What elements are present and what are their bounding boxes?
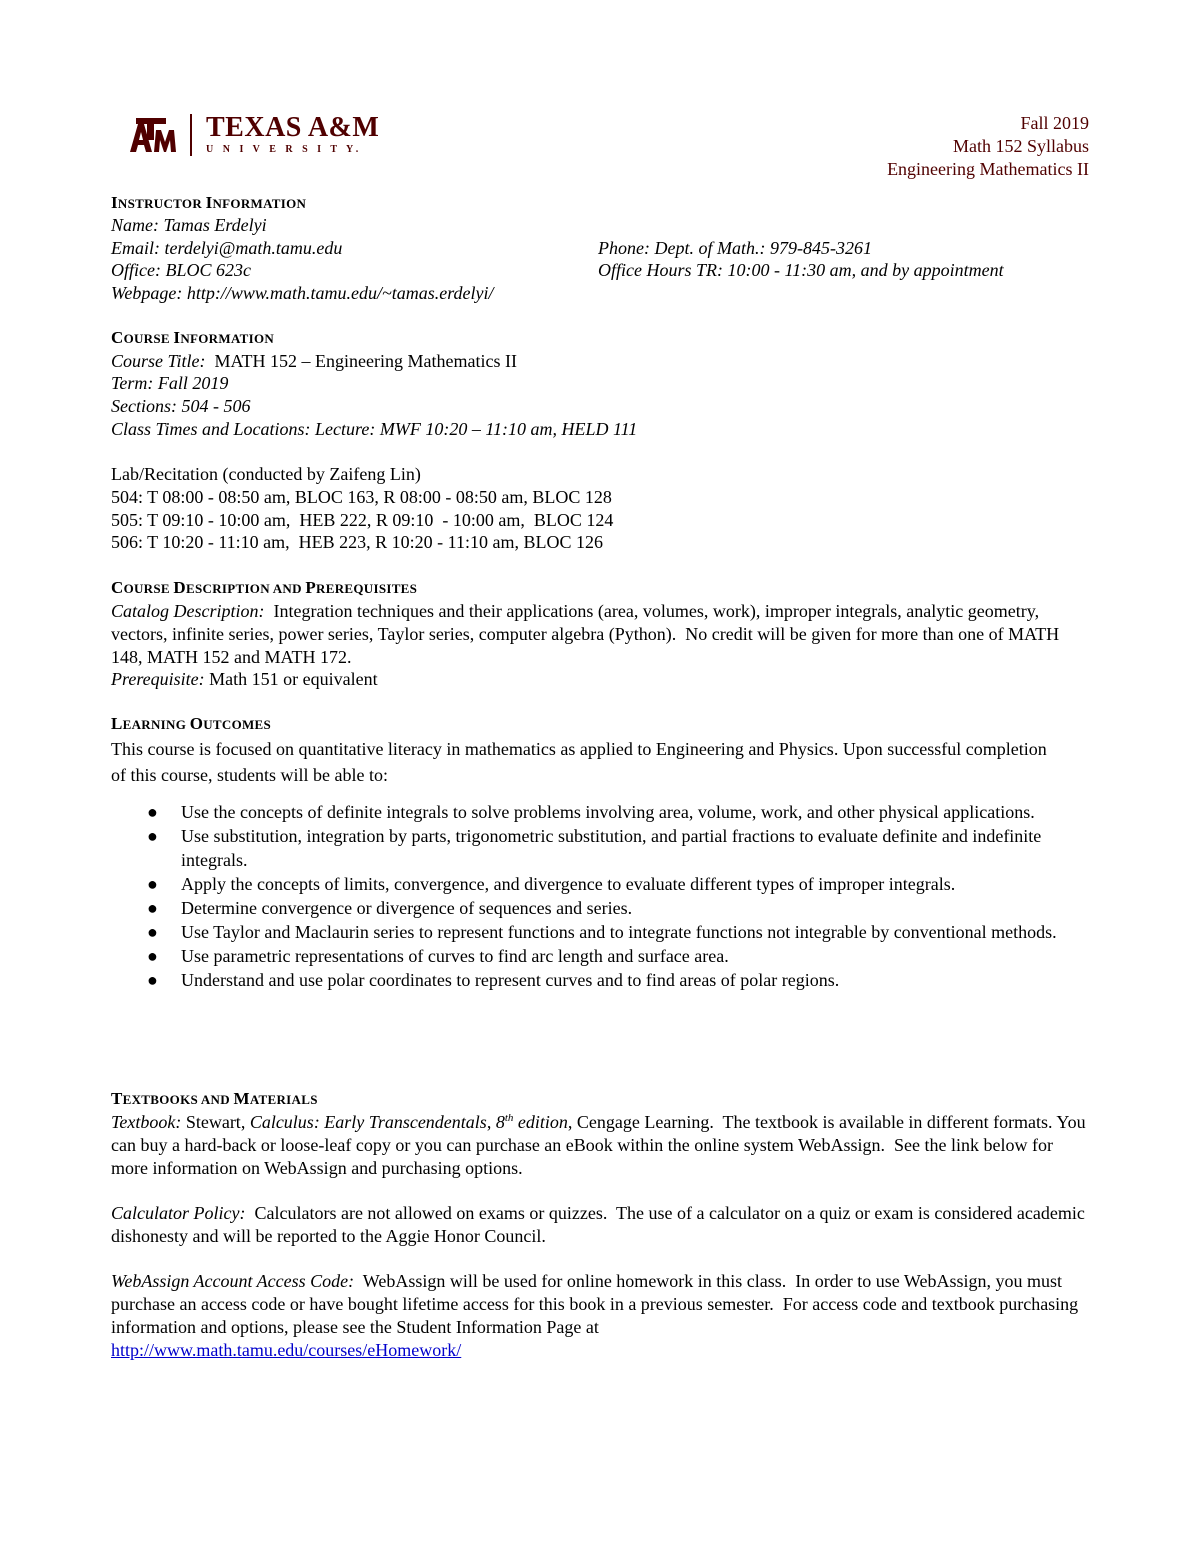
lab-title: Lab/Recitation (conducted by Zaifeng Lin): [111, 464, 421, 484]
logo-wordmark: [206, 114, 379, 156]
course-class-times: Class Times and Locations: Lecture: MWF 10:20 – 11:10 am, HELD 111: [111, 419, 638, 439]
header-course-title: Engineering Mathematics II: [887, 159, 1089, 179]
webassign-link[interactable]: http://www.math.tamu.edu/courses/eHomework/: [111, 1340, 462, 1360]
instructor-name: Name: Tamas Erdelyi: [111, 215, 267, 235]
course-title: Course Title: MATH 152 – Engineering Mathematics II: [111, 351, 517, 371]
header-course: Math 152 Syllabus: [952, 136, 1089, 156]
bullet-icon: ●: [147, 898, 158, 918]
bullet-icon: ●: [147, 922, 158, 942]
list-item: ● Apply the concepts of limits, convergence, and divergence to evaluate different types of improper integrals.: [147, 874, 956, 894]
header-term: Fall 2019: [1020, 113, 1089, 133]
atm-monogram-icon: [130, 118, 178, 152]
tamu-logo: [130, 114, 400, 158]
prerequisite: Prerequisite: Math 151 or equivalent: [111, 669, 378, 689]
instructor-office: Office: BLOC 623c: [111, 260, 251, 280]
course-heading: COURSE INFORMATION: [111, 328, 275, 347]
textbooks-heading: TEXTBOOKS AND MATERIALS: [111, 1089, 318, 1108]
lab-505: 505: T 09:10 - 10:00 am, HEB 222, R 09:10 - 10:00 am, BLOC 124: [111, 510, 614, 530]
list-item: ● Use substitution, integration by parts, trigonometric substitution, and partial fractions to evaluate definite and indefinite integrals.: [147, 826, 1042, 870]
instructor-email: Email: terdelyi@math.tamu.edu: [111, 238, 343, 258]
catalog-description: Catalog Description: Integration techniques and their applications (area, volumes, work), improper integrals, analytic geometry, vectors, infinite series, power series, Taylor series, computer algebra (Python). No credit will be given for more than one of MATH 148, MATH 152 and MATH 172.: [111, 601, 1064, 667]
list-item: ● Use parametric representations of curves to find arc length and surface area.: [147, 946, 729, 966]
outcomes-intro: This course is focused on quantitative literacy in mathematics as applied to Engineering and Physics. Upon successful completion of this course, students will be able to:: [111, 739, 1047, 785]
logo-wordmark-main: TEXAS A&M: [206, 112, 380, 143]
description-heading: COURSE DESCRIPTION AND PREREQUISITES: [111, 578, 418, 597]
list-item: ● Determine convergence or divergence of sequences and series.: [147, 898, 633, 918]
bullet-icon: ●: [147, 826, 158, 846]
outcomes-list: [111, 800, 1071, 992]
bullet-icon: ●: [147, 970, 158, 990]
list-item: ● Use the concepts of definite integrals to solve problems involving area, volume, work, and other physical applications.: [147, 802, 1035, 822]
course-term: Term: Fall 2019: [111, 373, 229, 393]
webassign-info: WebAssign Account Access Code: WebAssign will be used for online homework in this class. In order to use WebAssign, you must purchase an access code or have bought lifetime access for this book in a previous semester. For access code and textbook purchasing information and options, please see the Student Information Page at http://www.math.tamu.edu/courses/eHomework/: [111, 1271, 1083, 1360]
calculator-policy: Calculator Policy: Calculators are not allowed on exams or quizzes. The use of a calculator on a quiz or exam is considered academic dishonesty and will be reported to the Aggie Honor Council.: [111, 1203, 1090, 1246]
lab-506: 506: T 10:20 - 11:10 am, HEB 223, R 10:20 - 11:10 am, BLOC 126: [111, 532, 603, 552]
course-sections: Sections: 504 - 506: [111, 396, 251, 416]
bullet-icon: ●: [147, 874, 158, 894]
lab-504: 504: T 08:00 - 08:50 am, BLOC 163, R 08:00 - 08:50 am, BLOC 128: [111, 487, 612, 507]
list-item: ● Understand and use polar coordinates to represent curves and to find areas of polar regions.: [147, 970, 840, 990]
list-item: ● Use Taylor and Maclaurin series to represent functions and to integrate functions not integrable by conventional methods.: [147, 922, 1057, 942]
instructor-phone: Phone: Dept. of Math.: 979-845-3261: [598, 238, 872, 258]
logo-wordmark-sub: U N I V E R S I T Y.: [206, 144, 362, 155]
textbook-info: Textbook: Stewart, Calculus: Early Transcendentals, 8th edition, Cengage Learning. The textbook is available in different formats. You can buy a hard-back or loose-leaf copy or you can purchase an eBook within the online system WebAssign. See the link below for more information on WebAssign and purchasing options.: [111, 1112, 1091, 1178]
instructor-heading: INSTRUCTOR INFORMATION: [111, 193, 307, 212]
outcomes-heading: LEARNING OUTCOMES: [111, 714, 272, 733]
instructor-office-hours: Office Hours TR: 10:00 - 11:30 am, and by appointment: [598, 260, 1004, 280]
bullet-icon: ●: [147, 946, 158, 966]
bullet-icon: ●: [147, 802, 158, 822]
header-right: [887, 112, 1089, 181]
instructor-webpage: Webpage: http://www.math.tamu.edu/~tamas.erdelyi/: [111, 283, 494, 303]
logo-divider: [190, 114, 192, 156]
